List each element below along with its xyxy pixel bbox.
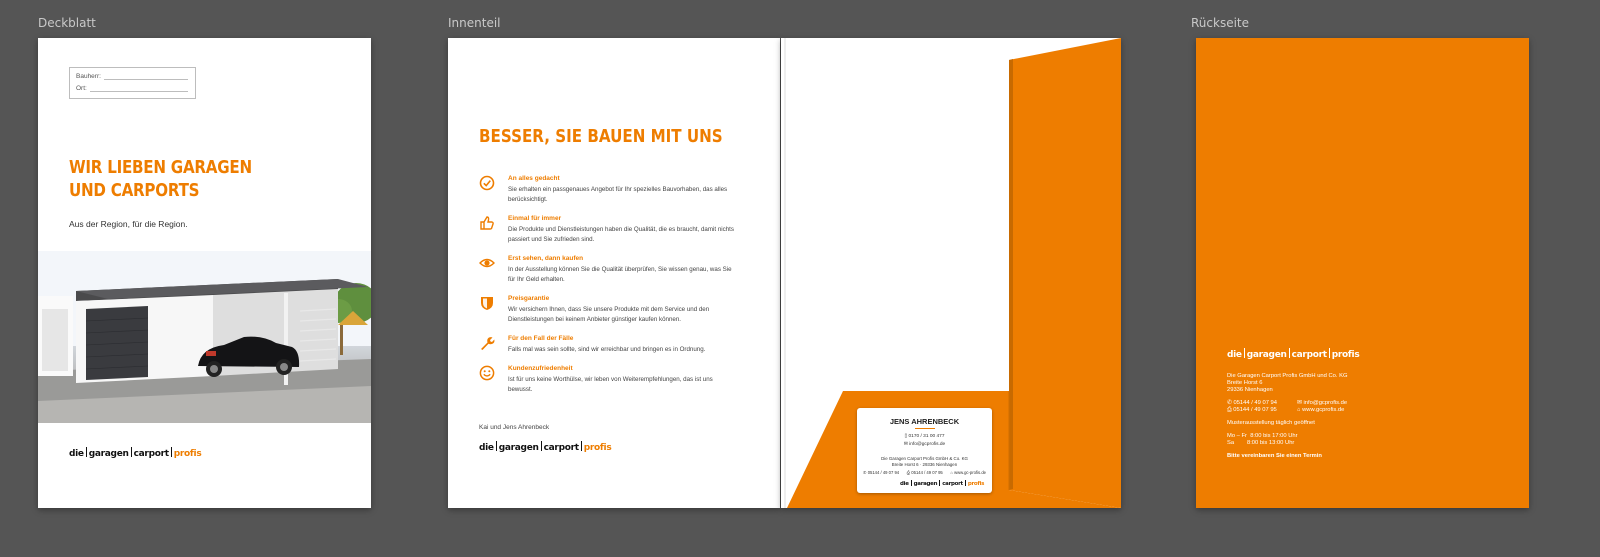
feature-title: Kundenzufriedenheit: [508, 365, 573, 372]
feature-title: Für den Fall der Fälle: [508, 335, 574, 342]
back-hours-weekday: Mo – Fr 8:00 bis 17:00 Uhr: [1227, 433, 1298, 439]
back-street: Breite Horst 6: [1227, 380, 1263, 386]
cover-title-line1: WIR LIEBEN GARAGEN: [69, 157, 252, 178]
smiley-icon: [479, 365, 495, 381]
card-address: Breite Horst 6 · 29336 Nienhagen: [891, 462, 958, 467]
back-fax: ⎙ 05144 / 49 07 95: [1227, 407, 1277, 413]
cover-page: [38, 38, 371, 508]
back-company: Die Garagen Carport Profis GmbH und Co. KG: [1227, 373, 1348, 379]
back-city: 29336 Nienhagen: [1227, 387, 1273, 393]
back-appointment: Bitte vereinbaren Sie einen Termin: [1227, 453, 1322, 459]
back-logo: die garagen carport profis: [1227, 350, 1360, 360]
feature-title: Preisgarantie: [508, 295, 550, 302]
eye-icon: [479, 255, 495, 271]
ort-field: [76, 85, 188, 92]
cover-logo: die garagen carport profis: [69, 449, 202, 459]
shield-icon: [479, 295, 495, 311]
thumbs-up-icon: [479, 215, 495, 231]
bauherr-label: Bauherr:: [76, 73, 101, 80]
cover-title-line2: UND CARPORTS: [69, 180, 200, 201]
back-section-label: Rückseite: [1191, 16, 1250, 30]
card-logo: die garagen carport profis: [900, 481, 985, 487]
card-email: ✉ info@gcprofis.de: [903, 442, 946, 447]
back-hours-saturday: Sa 8:00 bis 13:00 Uhr: [1227, 440, 1295, 446]
inner-title: BESSER, SIE BAUEN MIT UNS: [479, 126, 723, 147]
back-phone: ✆ 05144 / 49 07 94: [1227, 400, 1277, 406]
cover-title: [69, 156, 271, 202]
inner-logo: die garagen carport profis: [479, 443, 612, 453]
inner-left-page: [448, 38, 780, 508]
business-card: [857, 408, 992, 493]
inner-section-label: Innenteil: [448, 16, 501, 30]
feature-text: Sie erhalten ein passgenaues Angebot für Ihr spezielles Bauvorhaben, das alles berücksichtigt.: [508, 186, 728, 203]
card-name: JENS AHRENBECK: [889, 417, 960, 426]
client-fields-box: [69, 67, 196, 99]
feature-text: Falls mal was sein sollte, sind wir erreichbar und bringen es in Ordnung.: [508, 346, 706, 353]
back-page: [1196, 38, 1529, 508]
cover-section-label: Deckblatt: [38, 16, 96, 30]
back-exhibition: Musterausstellung täglich geöffnet: [1227, 420, 1315, 426]
feature-text: Die Produkte und Dienstleistungen haben die Qualität, die es braucht, damit nichts passiert und Sie zufrieden sind.: [508, 226, 734, 243]
bauherr-field: [76, 73, 188, 80]
check-circle-icon: [479, 175, 495, 191]
feature-text: In der Ausstellung können Sie die Qualität überprüfen, Sie wissen genau, was Sie für Ihr Geld erhalten.: [508, 266, 732, 283]
card-company: Die Garagen Carport Profis GmbH & Co. KG: [881, 456, 968, 461]
signature: Kai und Jens Ahrenbeck: [479, 424, 550, 431]
feature-text: Ist für uns keine Worthülse, wir leben von Weiterempfehlungen, das ist uns bewusst.: [508, 376, 713, 393]
inner-right-page: [781, 38, 1121, 508]
feature-text: Wir versichern Ihnen, dass Sie unsere Produkte mit dem Service und den Dienstleistungen bei keinem Anbieter günstiger kaufen können.: [508, 306, 710, 323]
card-mobile: ▯ 0170 / 31 00 477: [904, 434, 945, 439]
carport-photo: [38, 251, 371, 423]
wrench-icon: [479, 335, 495, 351]
back-web: ⌂ www.gcprofis.de: [1297, 407, 1345, 413]
ort-label: Ort:: [76, 85, 87, 92]
cover-subtitle: Aus der Region, für die Region.: [69, 219, 188, 229]
feature-title: Einmal für immer: [508, 215, 562, 222]
back-email: ✉ info@gcprofis.de: [1297, 400, 1348, 406]
feature-title: An alles gedacht: [508, 175, 560, 182]
card-contact-row: ✆ 05144 / 49 07 94 ⎙ 05144 / 49 07 95 ⌂ www.gc-profis.de: [863, 470, 986, 475]
feature-title: Erst sehen, dann kaufen: [508, 255, 584, 262]
